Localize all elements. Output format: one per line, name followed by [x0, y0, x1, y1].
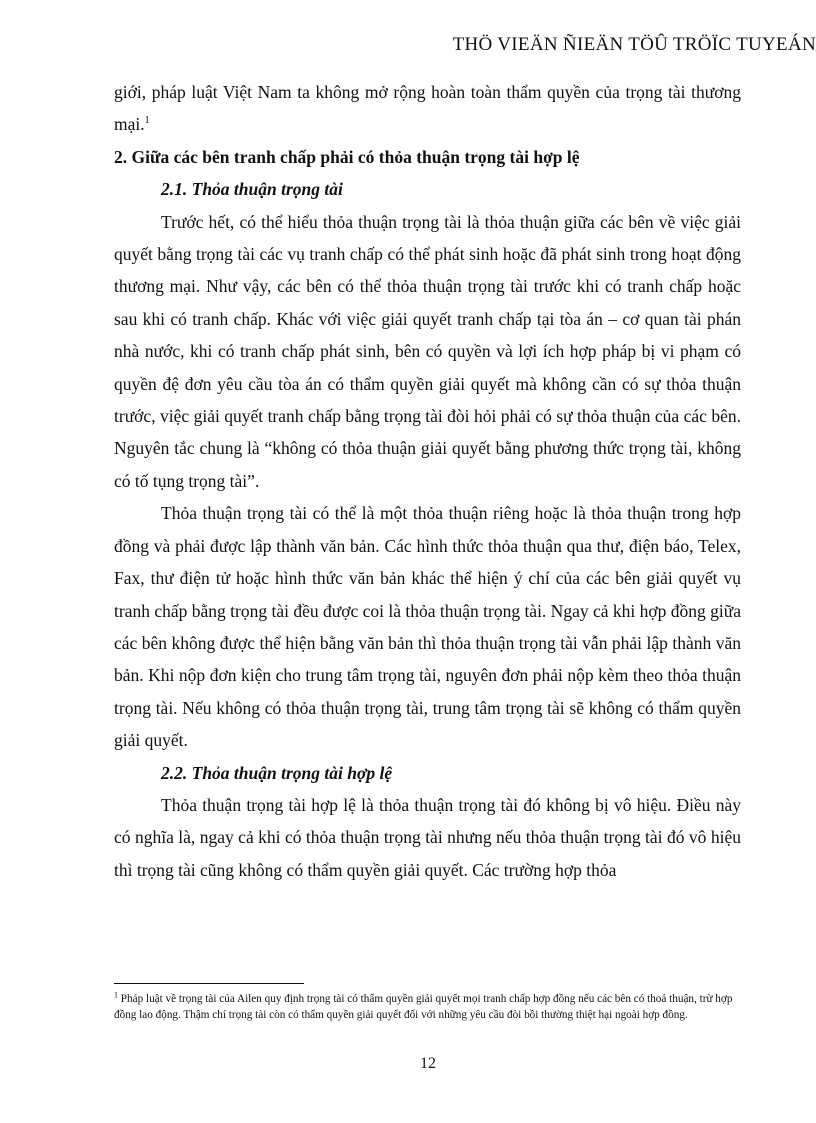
paragraph-2: Thỏa thuận trọng tài có thể là một thỏa thuận riêng hoặc là thỏa thuận trong hợp đồng và phải được lập thành văn bản. Các hình thức thỏa thuận qua thư, điện báo, Telex, Fax, thư điện tử hoặc hình thức văn bản khác thể hiện ý chí của các bên giải quyết vụ tranh chấp bằng trọng tài đều được coi là thỏa thuận trọng tài. Ngay cả khi hợp đồng giữa các bên không được thể hiện bằng văn bản thì thỏa thuận trọng tài vẫn phải lập thành văn bản. Khi nộp đơn kiện cho trung tâm trọng tài, nguyên đơn phải nộp kèm theo thỏa thuận trọng tài. Nếu không có thỏa thuận trọng tài, trung tâm trọng tài sẽ không có thẩm quyền giải quyết.: [114, 503, 741, 751]
section-heading: 2. Giữa các bên tranh chấp phải có thỏa thuận trọng tài hợp lệ: [114, 146, 580, 167]
footnote: [114, 992, 741, 1023]
subsection-heading-2-2: 2.2. Thỏa thuận trọng tài hợp lệ: [161, 762, 393, 783]
subsection-heading-2-1: 2.1. Thỏa thuận trọng tài: [161, 179, 343, 200]
footnote-mark: 1: [114, 990, 118, 1000]
paragraph-text: giới, pháp luật Việt Nam ta không mở rộng hoàn toàn thẩm quyền của trọng tài thương mại.: [114, 82, 741, 135]
paragraph-1: Trước hết, có thể hiểu thỏa thuận trọng tài là thỏa thuận giữa các bên về việc giải quyết bằng trọng tài các vụ tranh chấp có thể phát sinh hoặc đã phát sinh trong hoạt động thương mại. Như vậy, các bên có thể thỏa thuận trọng tài trước khi có tranh chấp hoặc sau khi có tranh chấp. Khác với việc giải quyết tranh chấp tại tòa án – cơ quan tài phán nhà nước, khi có tranh chấp phát sinh, bên có quyền và lợi ích hợp pháp bị vi phạm có quyền đệ đơn yêu cầu tòa án có thẩm quyền giải quyết mà không cần có sự thỏa thuận trước, việc giải quyết tranh chấp bằng trọng tài đòi hỏi phải có sự thỏa thuận của các bên. Nguyên tắc chung là “không có thỏa thuận giải quyết bằng phương thức trọng tài, không có tố tụng trọng tài”.: [114, 211, 741, 491]
page-number: 12: [420, 1055, 436, 1072]
document-body: [114, 76, 741, 886]
paragraph-continued: [114, 76, 741, 141]
footnote-text: Pháp luật về trọng tài của Ailen quy định trọng tài có thẩm quyền giải quyết mọi tranh chấp hợp đồng nếu các bên có thoả thuận, trừ hợp đồng lao động. Thậm chí trọng tài còn có thẩm quyền giải quyết đối với những yêu cầu đòi bồi thường thiệt hại ngoài hợp đồng.: [114, 993, 733, 1021]
footnote-separator: [114, 983, 304, 984]
footnote-reference: 1: [144, 115, 150, 127]
paragraph-3: Thỏa thuận trọng tài hợp lệ là thỏa thuận trọng tài đó không bị vô hiệu. Điều này có nghĩa là, ngay cả khi có thỏa thuận trọng tài nhưng nếu thỏa thuận trọng tài đó vô hiệu thì trọng tài cũng không có thẩm quyền giải quyết. Các trường hợp thỏa: [114, 794, 741, 880]
page-header: THÖ VIEÄN ÑIEÄN TÖÛ TRÖÏC TUYEÁN: [452, 34, 816, 55]
